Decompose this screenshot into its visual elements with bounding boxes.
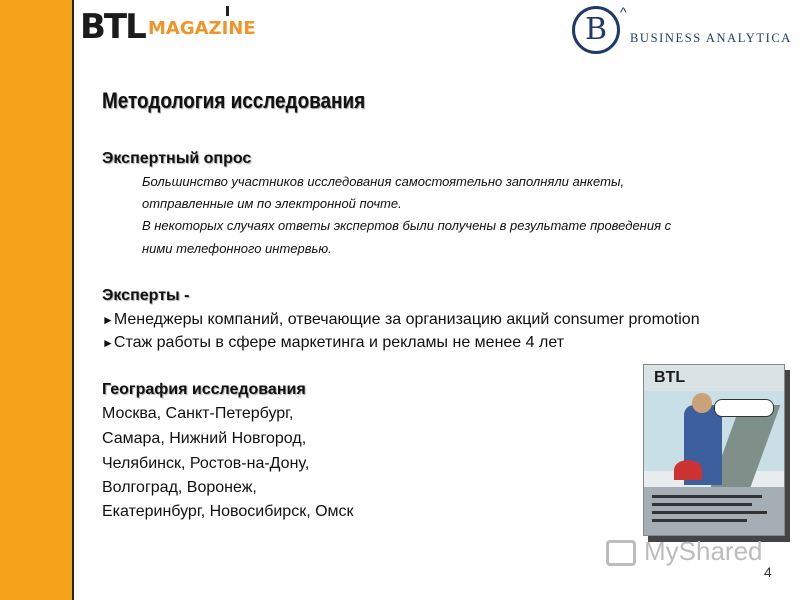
btl-logo-tick bbox=[226, 6, 229, 16]
ba-logo-letter: B bbox=[584, 12, 608, 47]
magazine-cover-speech-bubble bbox=[714, 399, 774, 417]
magazine-cover-mark: BTL bbox=[654, 369, 686, 386]
bullet-triangle-icon: ► bbox=[102, 313, 114, 327]
magazine-cover-text-line bbox=[652, 503, 752, 506]
page-title: Методология исследования bbox=[102, 88, 366, 113]
magazine-cover-figure-head bbox=[692, 393, 712, 413]
magazine-cover-footer bbox=[644, 487, 784, 535]
business-analytica-logo bbox=[572, 4, 794, 60]
magazine-cover-text-line bbox=[652, 519, 747, 522]
magazine-cover-text-line bbox=[652, 511, 767, 514]
expert-survey-line: Большинство участников исследования самостоятельно заполняли анкеты, bbox=[142, 174, 625, 189]
myshared-watermark: MyShared bbox=[644, 536, 763, 566]
bullet-triangle-icon: ► bbox=[102, 336, 114, 350]
expert-survey-line: ними телефонного интервью. bbox=[142, 241, 332, 256]
magazine-cover-text-line bbox=[652, 495, 762, 498]
experts-item-text: Менеджеры компаний, отвечающие за организацию акций consumer promotion bbox=[113, 311, 700, 328]
ba-logo-caret-icon: ^ bbox=[620, 4, 627, 20]
ba-logo-text: BUSINESS ANALYTICA bbox=[630, 31, 792, 45]
experts-heading: Эксперты - bbox=[102, 287, 190, 304]
geography-heading: География исследования bbox=[102, 381, 306, 398]
geography-line: Самара, Нижний Новгород, bbox=[102, 430, 307, 447]
geography-line: Челябинск, Ростов-на-Дону, bbox=[102, 455, 310, 472]
magazine-cover-image bbox=[643, 364, 785, 536]
geography-line: Волгоград, Воронеж, bbox=[102, 479, 257, 496]
left-accent-bar bbox=[0, 0, 74, 600]
geography-line: Екатеринбург, Новосибирск, Омск bbox=[102, 503, 354, 520]
page-number: 4 bbox=[764, 564, 772, 580]
experts-item-text: Стаж работы в сфере маркетинга и рекламы не менее 4 лет bbox=[113, 334, 565, 351]
geography-line: Москва, Санкт-Петербург, bbox=[102, 405, 294, 422]
experts-list-item bbox=[102, 334, 564, 352]
magazine-cover-domes bbox=[674, 460, 702, 480]
expert-survey-heading: Экспертный опрос bbox=[102, 150, 252, 167]
myshared-watermark-icon bbox=[606, 540, 636, 566]
expert-survey-line: отправленные им по электронной почте. bbox=[142, 196, 402, 211]
expert-survey-line: В некоторых случаях ответы экспертов были получены в результате проведения с bbox=[142, 218, 672, 233]
btl-logo-magazine-text: MAGAZINE bbox=[148, 18, 256, 39]
btl-logo-mark: BTL bbox=[80, 7, 145, 47]
experts-list-item bbox=[102, 311, 700, 329]
